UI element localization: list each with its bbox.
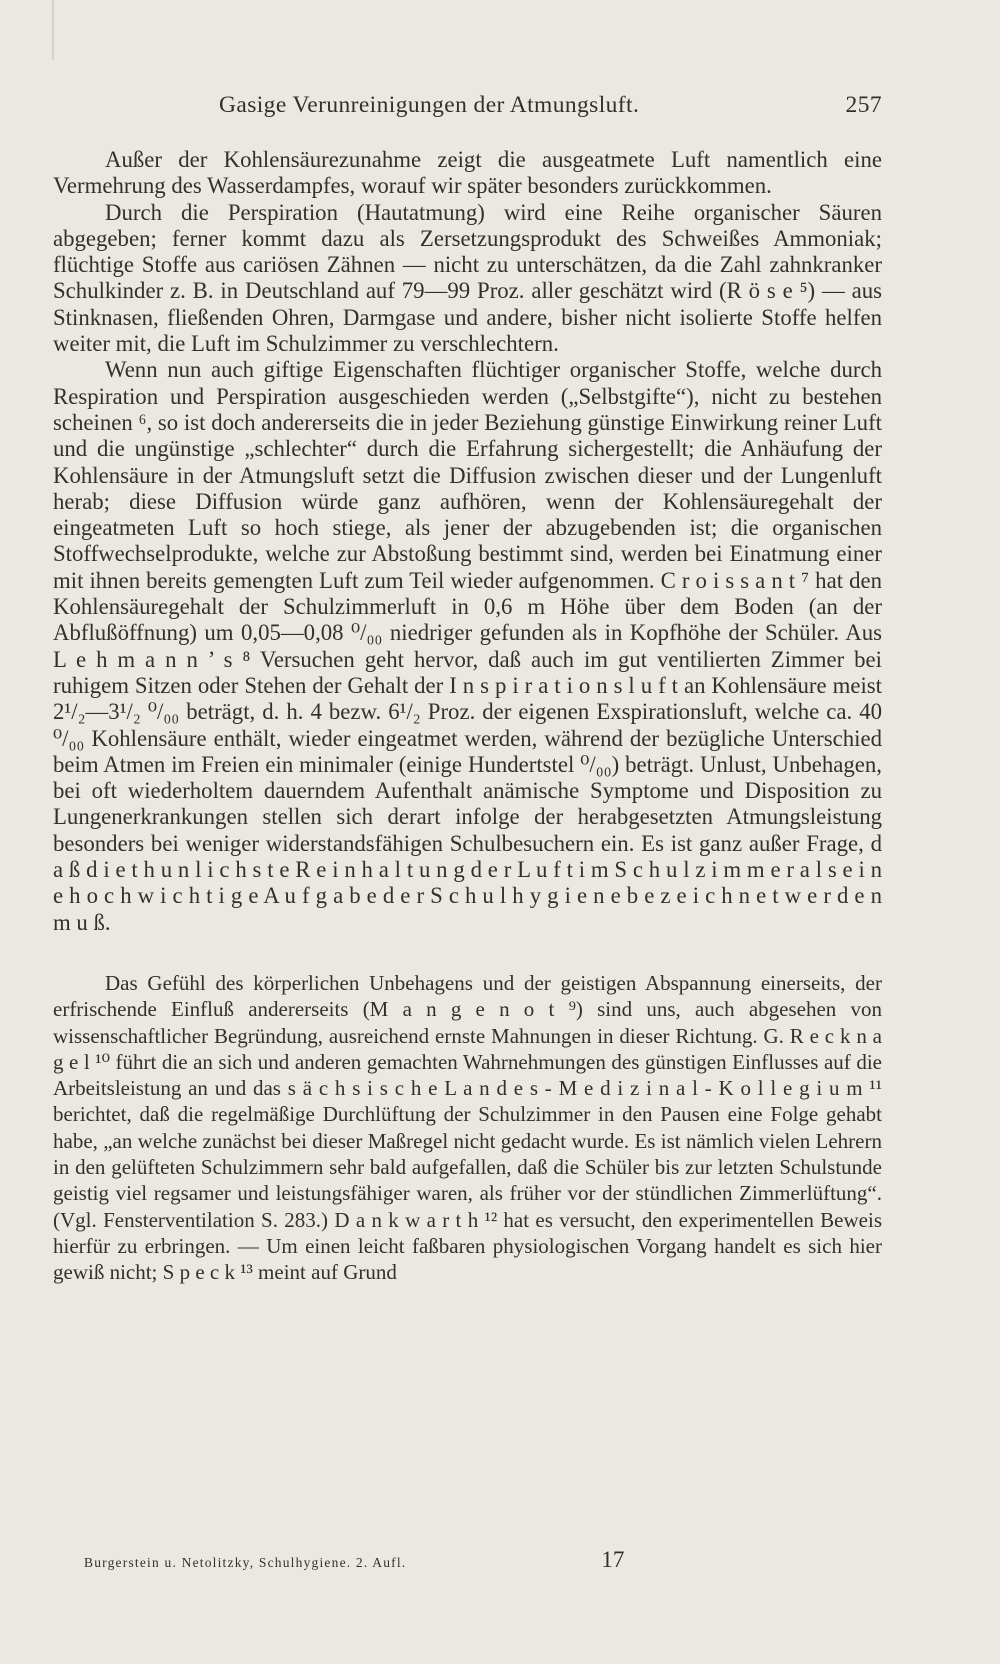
paragraph: Das Gefühl des körperlichen Unbehagens und der geistigen Abspannung einerseits, der erfrischende Einfluß andererseits (M a n g e n o t ⁹) sind uns, auch abgesehen von wissenschaftlicher Begründung, ausreichend ernste Mahnungen in dieser Richtung. G. R e c k n a g e l ¹⁰ führt die an sich und anderen gemachten Wahrnehmungen des günstigen Einflusses auf die Arbeitsleistung an und das s ä c h s i s c h e L a n d e s - M e d i z i n a l - K o l l e g i u m ¹¹ berichtet, daß die regelmäßige Durchlüftung der Schulzimmer in den Pausen eine Folge gehabt habe, „an welche zunächst bei dieser Maßregel nicht gedacht wurde. Es ist nämlich vielen Lehrern in den gelüfteten Schulzimmern sehr bald aufgefallen, daß die Schüler bis zur letzten Schulstunde geistig viel regsamer und leistungsfähiger waren, als früher vor der stündlichen Zimmerlüftung“. (Vgl. Fensterventilation S. 283.) D a n k w a r t h ¹² hat es versucht, den experimentellen Beweis hierfür zu erbringen. — Um einen leicht faßbaren physiologischen Vorgang handelt es sich hier gewiß nicht; S p e c k ¹³ meint auf Grund: [53, 970, 882, 1285]
page-footer: [84, 1547, 882, 1573]
body-text: [53, 147, 882, 1285]
signature-mark: 17: [601, 1547, 625, 1572]
paragraph: Außer der Kohlensäurezunahme zeigt die ausgeatmete Luft namentlich eine Vermehrung des Wasserdampfes, worauf wir später besonders zurückkommen.: [53, 147, 882, 199]
scan-edge-mark: [52, 0, 54, 60]
section-gap: [53, 936, 882, 970]
running-title: Gasige Verunreinigungen der Atmungsluft.: [219, 92, 640, 118]
book-reference: Burgerstein u. Netolitzky, Schulhygiene. 2. Aufl.: [84, 1555, 407, 1570]
running-header: [53, 92, 882, 119]
paragraph: Durch die Perspiration (Hautatmung) wird eine Reihe organischer Säuren abgegeben; ferner kommt dazu als Zersetzungsprodukt des Schweißes Ammoniak; flüchtige Stoffe aus cariösen Zähnen — nicht zu unterschätzen, da die Zahl zahnkranker Schulkinder z. B. in Deutschland auf 79—99 Proz. aller geschätzt wird (R ö s e ⁵) — aus Stinknasen, fließenden Ohren, Darmgase und andere, bisher nicht isolierte Stoffe helfen weiter mit, die Luft im Schulzimmer zu verschlechtern.: [53, 199, 882, 357]
page-number: 257: [845, 92, 882, 118]
paragraph: Wenn nun auch giftige Eigenschaften flüchtiger organischer Stoffe, welche durch Respiration und Perspiration ausgeschieden werden („Selbstgifte“), nicht zu bestehen scheinen ⁶, so ist doch andererseits die in jeder Beziehung günstige Einwirkung reiner Luft und die ungünstige „schlechter“ durch die Erfahrung sichergestellt; die Anhäufung der Kohlensäure in der Atmungsluft setzt die Diffusion zwischen dieser und der Lungenluft herab; diese Diffusion würde ganz aufhören, wenn der Kohlensäuregehalt der eingeatmeten Luft so hoch stiege, als jener der abzugebenden ist; die organischen Stoffwechselprodukte, welche zur Abstoßung bestimmt sind, werden bei Einatmung einer mit ihnen bereits gemengten Luft zum Teil wieder aufgenommen. C r o i s s a n t ⁷ hat den Kohlensäuregehalt der Schulzimmerluft in 0,6 m Höhe über dem Boden (an der Abflußöffnung) um 0,05—0,08 ⁰/₀₀ niedriger gefunden als in Kopfhöhe der Schüler. Aus L e h m a n n ’ s ⁸ Versuchen geht hervor, daß auch im gut ventilierten Zimmer bei ruhigem Sitzen oder Stehen der Gehalt der I n s p i r a t i o n s l u f t an Kohlensäure meist 2¹/₂—3¹/₂ ⁰/₀₀ beträgt, d. h. 4 bezw. 6¹/₂ Proz. der eigenen Exspirationsluft, welche ca. 40 ⁰/₀₀ Kohlensäure enthält, wieder eingeatmet werden, während der bezügliche Unterschied beim Atmen im Freien ein minimaler (einige Hundertstel ⁰/₀₀) beträgt. Unlust, Unbehagen, bei oft wiederholtem dauerndem Aufenthalt anämische Symptome und Disposition zu Lungenerkrankungen stellen sich derart infolge der herabgesetzten Atmungsleistung besonders bei weniger widerstandsfähigen Schulbesuchern ein. Es ist ganz außer Frage, d a ß d i e t h u n l i c h s t e R e i n h a l t u n g d e r L u f t i m S c h u l z i m m e r a l s e i n e h o c h w i c h t i g e A u f g a b e d e r S c h u l h y g i e n e b e z e i c h n e t w e r d e n m u ß.: [53, 357, 882, 935]
